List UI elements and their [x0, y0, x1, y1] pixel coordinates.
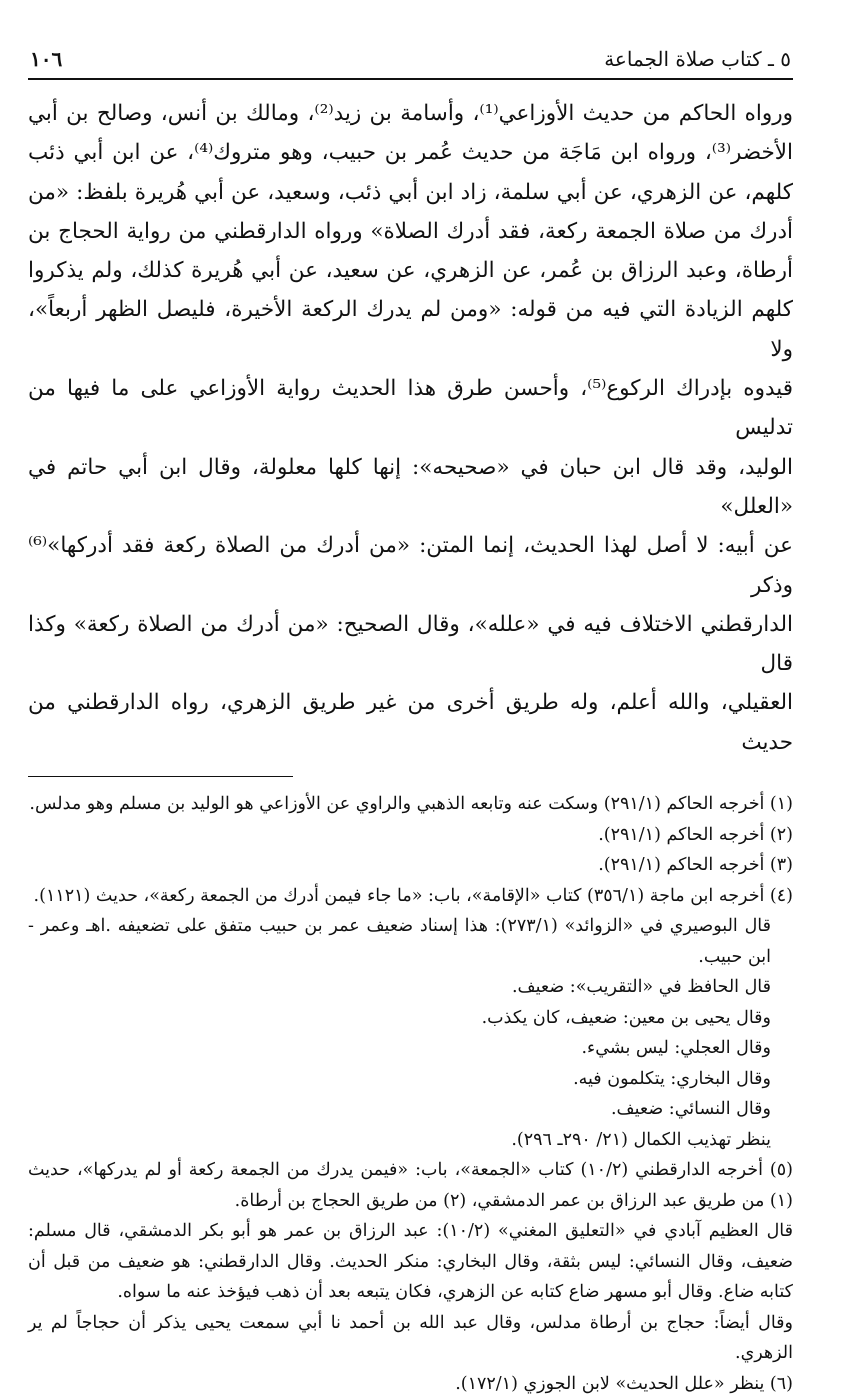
footnote-4-comment: وقال البخاري: يتكلمون فيه.: [573, 1068, 771, 1089]
footnote-1: (١) أخرجه الحاكم (٢٩١/١) وسكت عنه وتابعه الذهبي والراوي عن الأوزاعي هو الوليد بن مسلم وهو مدلس.: [29, 794, 793, 815]
text-line: كلهم الزيادة التي فيه من قوله: «ومن لم يدرك الركعة الأخيرة، فليصل الظهر أربعاً»، ولا: [28, 297, 793, 362]
text-line: أدرك من صلاة الجمعة ركعة، فقد أدرك الصلاة» ورواه الدارقطني من رواية الحجاج بن: [28, 218, 793, 244]
footnote-2: (٢) أخرجه الحاكم (٢٩١/١).: [598, 824, 793, 845]
footnotes: [28, 789, 793, 1399]
footnote-6: (٦) ينظر «علل الحديث» لابن الجوزي (١٧٢/١).: [455, 1373, 793, 1394]
main-text: [28, 94, 793, 762]
text-line: أرطاة، وعبد الرزاق بن عُمر، عن الزهري، عن سعيد، عن أبي هُريرة كذلك، ولم يذكروا: [28, 258, 793, 284]
footnote-separator: [28, 776, 293, 777]
footnote-4-comment: ينظر تهذيب الكمال (٢١/ ٢٩٠ـ ٢٩٦).: [511, 1129, 771, 1150]
text-line: كلهم، عن الزهري، عن أبي سلمة، زاد ابن أبي ذئب، وسعيد، عن أبي هُريرة بلفظ: «من: [28, 179, 793, 205]
footnote-3: (٣) أخرجه الحاكم (٢٩١/١).: [598, 855, 793, 876]
text-line: العقيلي، والله أعلم، وله طريق أخرى من غير طريق الزهري، رواه الدارقطني من حديث: [28, 690, 793, 755]
text-line: الدارقطني الاختلاف فيه في «علله»، وقال الصحيح: «من أدرك من الصلاة ركعة» وكذا قال: [28, 611, 793, 677]
page-number: ١٠٦: [30, 47, 63, 71]
section-title: ٥ ـ كتاب صلاة الجماعة: [604, 47, 791, 71]
text-line: قيدوه بإدراك الركوع⁽⁵⁾، وأحسن طرق هذا الحديث رواية الأوزاعي على ما فيها من تدليس: [28, 376, 793, 441]
text-line: الأخضر⁽³⁾، ورواه ابن مَاجَة من حديث عُمر بن حبيب، وهو متروك⁽⁴⁾، عن ابن أبي ذئب: [28, 140, 794, 166]
page-header: [28, 40, 793, 80]
footnote-4-comment: وقال يحيى بن معين: ضعيف، كان يكذب.: [481, 1007, 771, 1028]
text-line: ورواه الحاكم من حديث الأوزاعي⁽¹⁾، وأسامة بن زيد⁽²⁾، ومالك بن أنس، وصالح بن أبي: [28, 101, 793, 126]
footnote-4-comment: قال البوصيري في «الزوائد» (٢٧٣/١): هذا إسناد ضعيف عمر بن حبيب متفق على تضعيفه .اهـ وعمر - ابن حبيب.: [28, 916, 771, 967]
footnote-5-comment: قال العظيم آبادي في «التعليق المغني» (١٠/٢): عبد الرزاق بن عمر هو أبو بكر الدمشقي، قال مسلم: ضعيف، وقال النسائي: ليس بثقة، وقال البخاري: منكر الحديث. وقال الدارقطني: هو ضعيف من قبل أن كتابه ضاع. وقال أبو مسهر ضاع كتابه عن الزهري، فكان يتبعه بعد أن ذهب فيؤخذ عنه ما سواه.: [28, 1221, 793, 1303]
footnote-4-comment: وقال العجلي: ليس بشيء.: [581, 1038, 771, 1059]
footnote-4-comment: وقال النسائي: ضعيف.: [610, 1099, 771, 1120]
footnote-5-comment: وقال أيضاً: حجاج بن أرطاة مدلس، وقال عبد الله بن أحمد نا أبي سمعت يحيى يذكر أن حجاجاً لم ير الزهري.: [28, 1312, 793, 1364]
text-line: عن أبيه: لا أصل لهذا الحديث، إنما المتن: «من أدرك من الصلاة ركعة فقد أدركها»⁽⁶⁾ وذكر: [28, 533, 793, 598]
footnote-4: (٤) أخرجه ابن ماجة (٣٥٦/١) كتاب «الإقامة»، باب: «ما جاء فيمن أدرك من الجمعة ركعة»، حديث (١١٢١).: [33, 885, 793, 906]
footnote-5: (٥) أخرجه الدارقطني (١٠/٢) كتاب «الجمعة»، باب: «فيمن يدرك من الجمعة ركعة أو لم يدركها»، حديث (١) من طريق عبد الرزاق بن عمر الدمشقي، (٢) من طريق الحجاج بن أرطاة.: [28, 1160, 793, 1211]
text-line: الوليد، وقد قال ابن حبان في «صحيحه»: إنها كلها معلولة، وقال ابن أبي حاتم في «العلل»: [28, 454, 793, 519]
footnote-4-comment: قال الحافظ في «التقريب»: ضعيف.: [511, 977, 771, 998]
